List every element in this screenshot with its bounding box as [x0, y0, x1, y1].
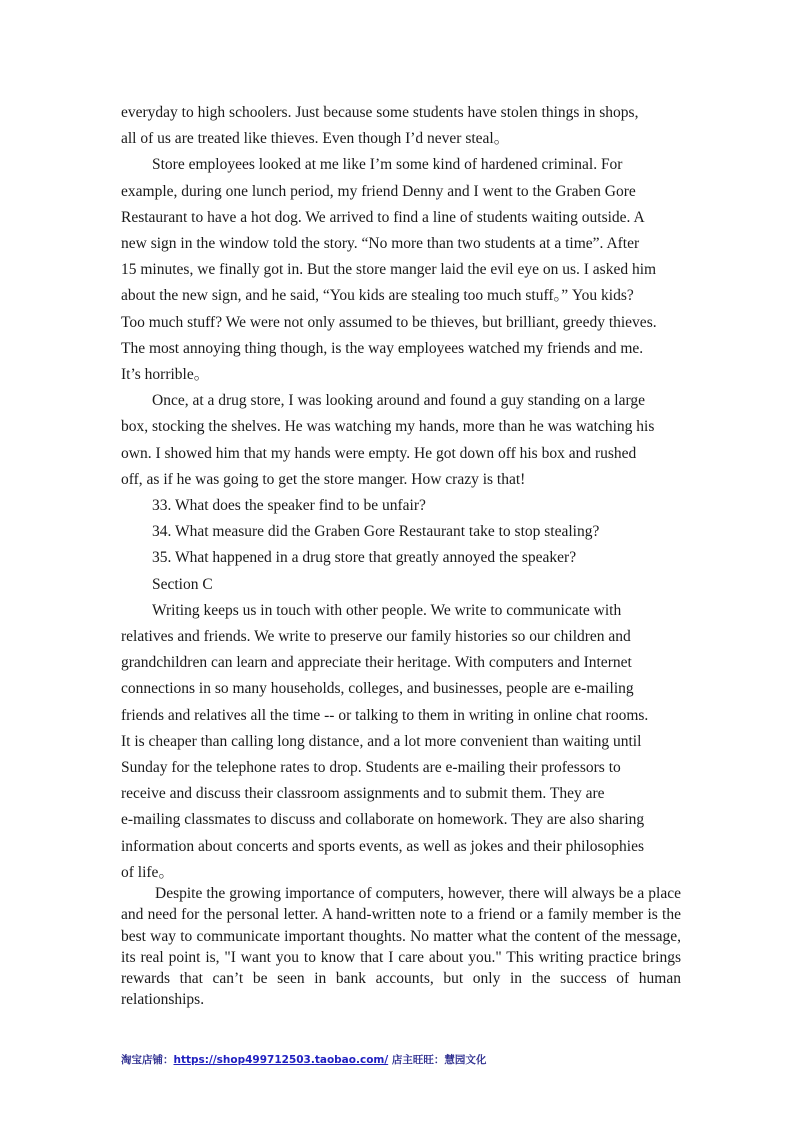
body-text [121, 100, 681, 886]
final-paragraph: Despite the growing importance of computers, however, there will always be a place and need for the personal letter. A hand-written note to a friend or a family member is the best way to communicate important thoughts. No matter what the content of the message, its real point is, "I want you to know that I care about you." This writing practice brings rewards that can’t be seen in bank accounts, but only in the success of human relationships. [121, 885, 681, 1009]
text-line: Sunday for the telephone rates to drop. Students are e-mailing their professors to [121, 759, 621, 777]
text-line: It’s horrible。 [121, 366, 210, 384]
text-line: Section C [152, 575, 213, 593]
text-line: grandchildren can learn and appreciate their heritage. With computers and Internet [121, 654, 632, 672]
text-line: receive and discuss their classroom assignments and to submit them. They are [121, 785, 605, 803]
text-line: off, as if he was going to get the store manger. How crazy is that! [121, 470, 526, 488]
text-line: Once, at a drug store, I was looking around and found a guy standing on a large [152, 392, 646, 410]
footer-link[interactable]: https://shop499712503.taobao.com/ [173, 1054, 389, 1066]
footer-prefix: 淘宝店铺： [121, 1054, 174, 1066]
footer-suffix: 店主旺旺：慧园文化 [388, 1054, 487, 1066]
text-line: all of us are treated like thieves. Even though I’d never steal。 [121, 130, 510, 148]
text-line: Writing keeps us in touch with other people. We write to communicate with [152, 601, 622, 619]
text-line: relatives and friends. We write to preserve our family histories so our children and [121, 628, 631, 646]
text-line: example, during one lunch period, my friend Denny and I went to the Graben Gore [121, 182, 636, 200]
text-line: Store employees looked at me like I’m some kind of hardened criminal. For [152, 156, 623, 174]
text-line: information about concerts and sports events, as well as jokes and their philosophies [121, 837, 645, 855]
text-line: It is cheaper than calling long distance, and a lot more convenient than waiting until [121, 732, 642, 750]
text-line: e-mailing classmates to discuss and collaborate on homework. They are also sharing [121, 811, 645, 829]
text-line: friends and relatives all the time -- or talking to them in writing in online chat rooms. [121, 706, 649, 724]
text-line: Too much stuff? We were not only assumed to be thieves, but brilliant, greedy thieves. [121, 313, 657, 331]
text-line: everyday to high schoolers. Just because some students have stolen things in shops, [121, 104, 639, 121]
text-line: own. I showed him that my hands were empty. He got down off his box and rushed [121, 444, 637, 462]
text-line: 34. What measure did the Graben Gore Restaurant take to stop stealing? [152, 523, 600, 541]
text-line: about the new sign, and he said, “You kids are stealing too much stuff。” You kids? [121, 287, 634, 305]
footer [121, 1052, 486, 1067]
text-line: new sign in the window told the story. “No more than two students at a time”. After [121, 235, 640, 253]
text-line: 33. What does the speaker find to be unfair? [152, 497, 426, 515]
text-line: connections in so many households, colleges, and businesses, people are e-mailing [121, 680, 634, 698]
text-line: Restaurant to have a hot dog. We arrived to find a line of students waiting outside. A [121, 208, 645, 226]
text-line: 35. What happened in a drug store that greatly annoyed the speaker? [152, 549, 577, 567]
text-line: 15 minutes, we finally got in. But the store manger laid the evil eye on us. I asked him [121, 261, 657, 279]
text-line: of life。 [121, 863, 174, 881]
text-line: box, stocking the shelves. He was watching my hands, more than he was watching his [121, 418, 655, 436]
text-line: The most annoying thing though, is the way employees watched my friends and me. [121, 339, 644, 357]
